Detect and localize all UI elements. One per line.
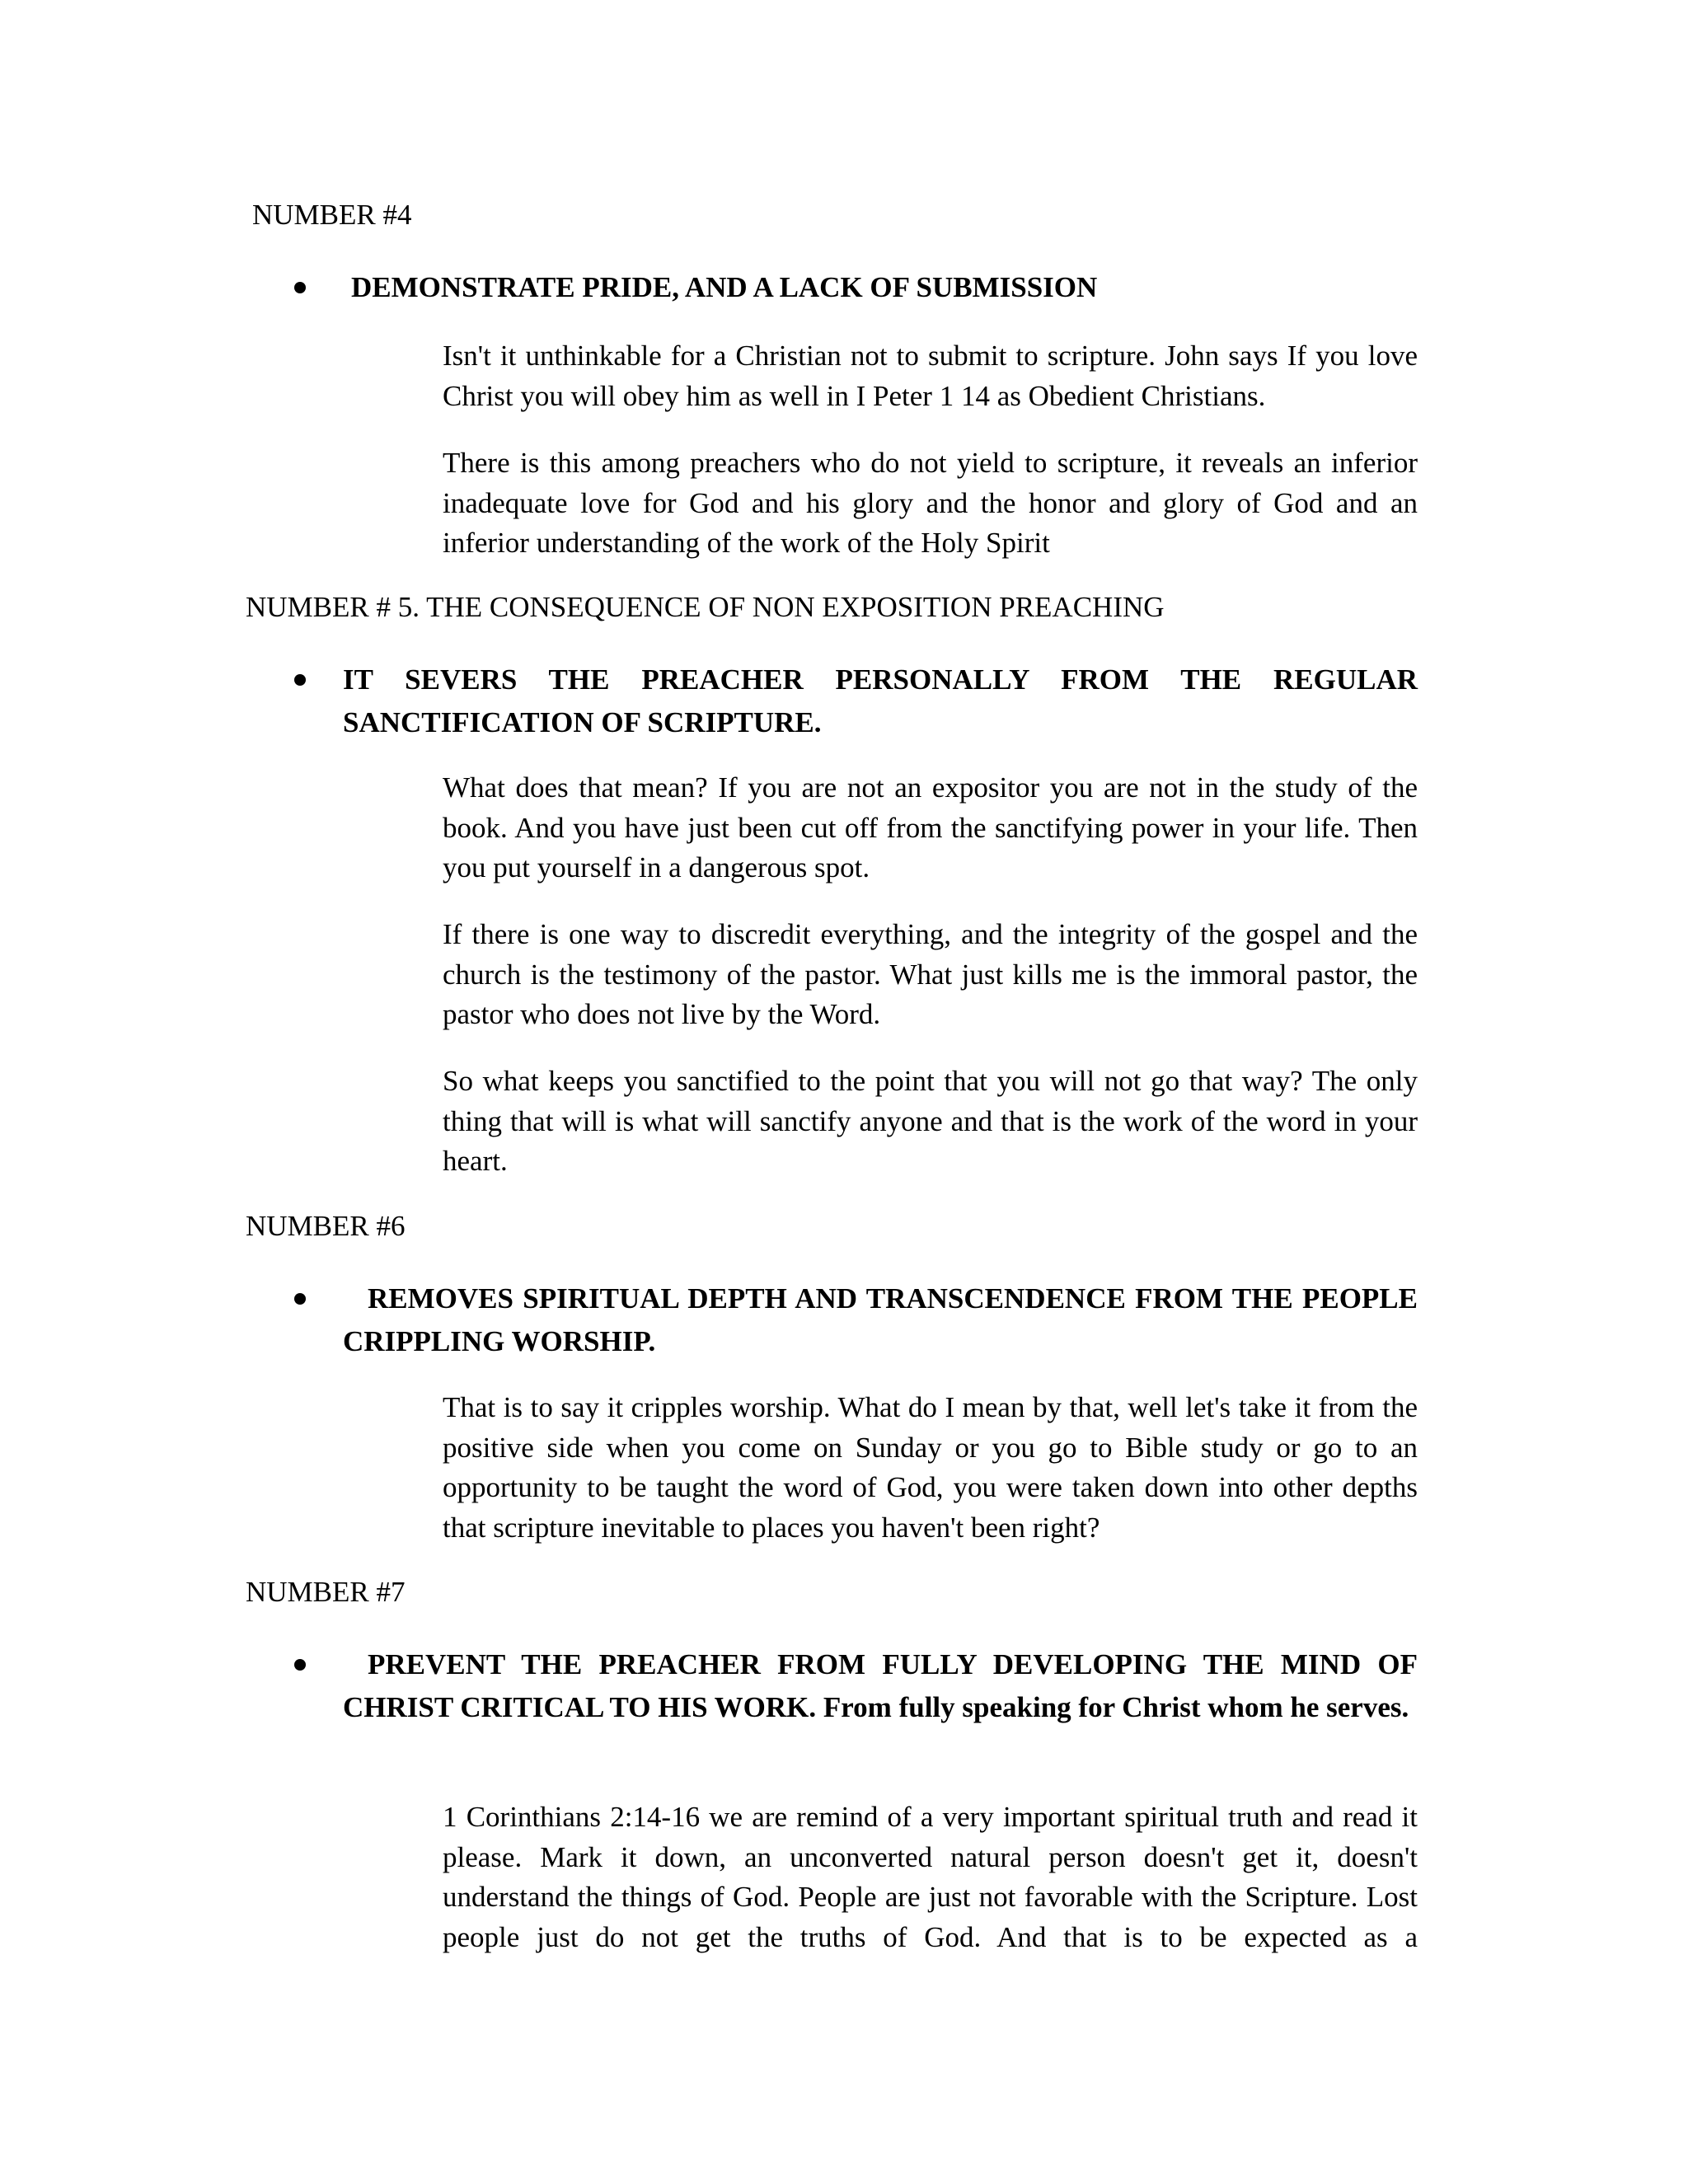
paragraph: 1 Corinthians 2:14-16 we are remind of a very important spiritual truth and read it please. Mark it down, an unconverted natural person doesn't get it, doesn't understand the things of God. People are just not favorable with the Scripture. Lost people just do not get the truths of God. And that is to be expected as a: [443, 1801, 1418, 1953]
section-heading-4: NUMBER #4: [252, 199, 412, 231]
bullet-point-6: REMOVES SPIRITUAL DEPTH AND TRANSCENDENCE FROM THE PEOPLE CRIPPLING WORSHIP.: [343, 1282, 1418, 1357]
section-heading-6: NUMBER #6: [246, 1210, 406, 1242]
paragraph: That is to say it cripples worship. What do I mean by that, well let's take it from the positive side when you come on Sunday or you go to Bible study or go to an opportunity to be taught the word of God, you were taken down into other depths that scripture inevitable to places you haven't been right?: [443, 1391, 1418, 1544]
paragraph: What does that mean? If you are not an expositor you are not in the study of the book. And you have just been cut off from the sanctifying power in your life. Then you put yourself in a dangerous spot.: [443, 771, 1418, 883]
section-heading-7: NUMBER #7: [246, 1576, 406, 1608]
bullet-point-5: IT SEVERS THE PREACHER PERSONALLY FROM THE REGULAR SANCTIFICATION OF SCRIPTURE.: [343, 663, 1418, 738]
bullet-icon: [294, 1659, 306, 1671]
bullet-icon: [294, 1293, 306, 1305]
paragraph: Isn't it unthinkable for a Christian not to submit to scripture. John says If you love Christ you will obey him as well in I Peter 1 14 as Obedient Christians.: [443, 340, 1418, 412]
section-heading-5: NUMBER # 5. THE CONSEQUENCE OF NON EXPOSITION PREACHING: [246, 591, 1165, 623]
bullet-icon: [294, 674, 306, 686]
bullet-point-4: DEMONSTRATE PRIDE, AND A LACK OF SUBMISSION: [351, 271, 1098, 303]
bullet-point-7: PREVENT THE PREACHER FROM FULLY DEVELOPING THE MIND OF CHRIST CRITICAL TO HIS WORK. From fully speaking for Christ whom he serves.: [343, 1648, 1418, 1723]
bullet-icon: [294, 282, 306, 293]
paragraph: If there is one way to discredit everything, and the integrity of the gospel and the church is the testimony of the pastor. What just kills me is the immoral pastor, the pastor who does not live by the Word.: [443, 918, 1418, 1030]
paragraph: There is this among preachers who do not yield to scripture, it reveals an inferior inadequate love for God and his glory and the honor and glory of God and an inferior understanding of the work of the Holy Spirit: [443, 447, 1418, 559]
paragraph: So what keeps you sanctified to the point that you will not go that way? The only thing that will is what will sanctify anyone and that is the work of the word in your heart.: [443, 1065, 1418, 1177]
